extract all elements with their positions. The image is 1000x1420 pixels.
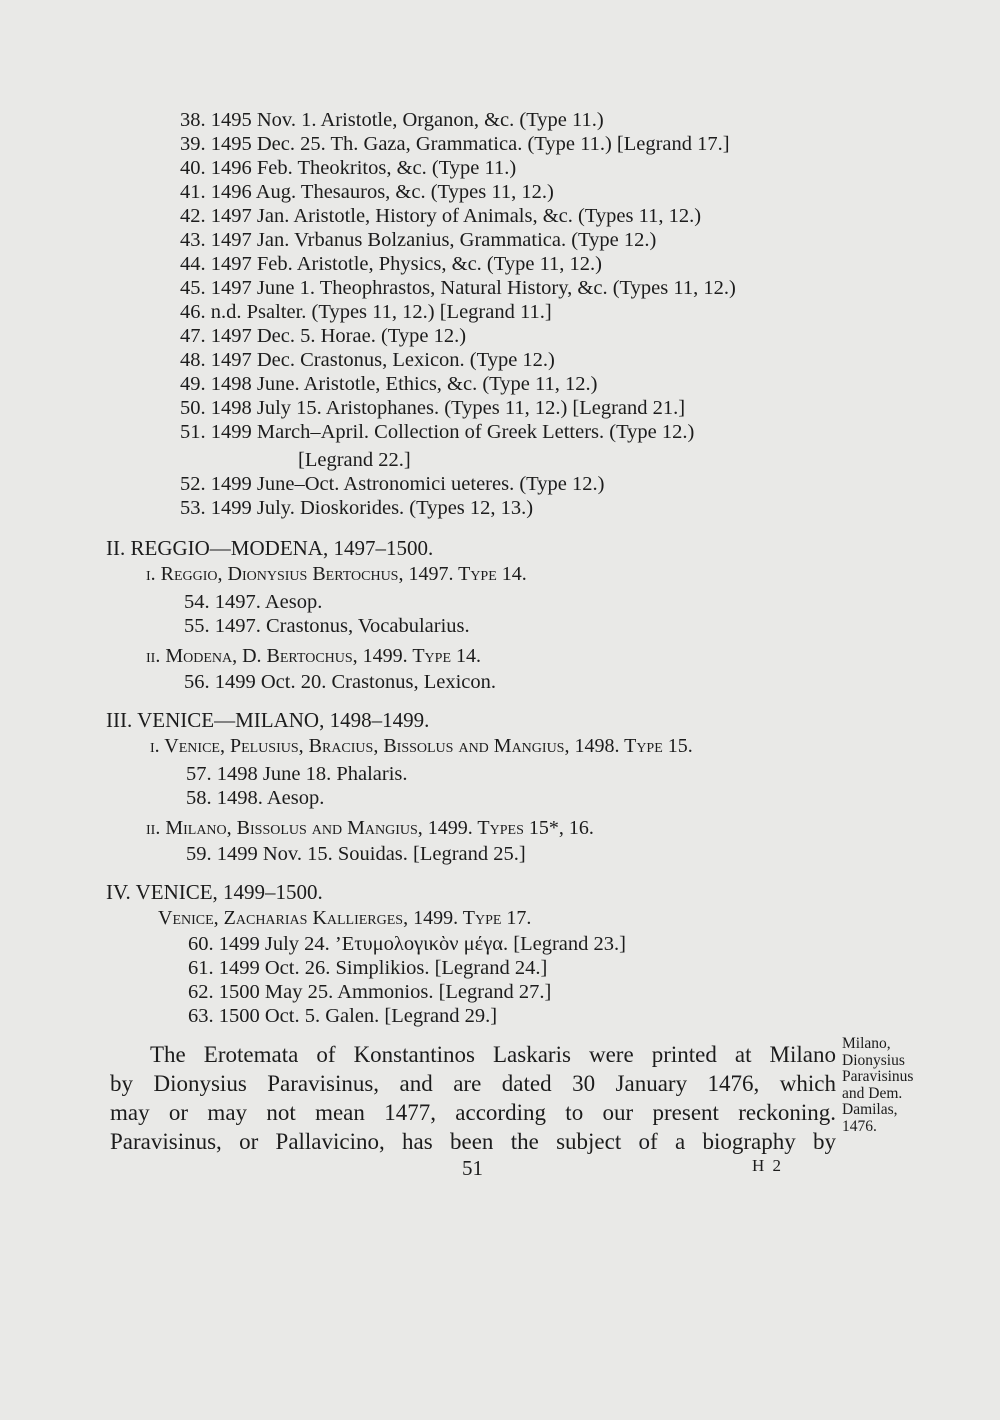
list-item: 40. 1496 Feb. Theokritos, &c. (Type 11.) xyxy=(180,157,517,179)
paragraph-line: The Erotemata of Konstantinos Laskaris were printed at Milano xyxy=(150,1042,836,1067)
section-heading-iv: IV. VENICE, 1499–1500. xyxy=(106,880,323,904)
list-item: 46. n.d. Psalter. (Types 11, 12.) [Legrand 11.] xyxy=(180,301,552,323)
list-item: 52. 1499 June–Oct. Astronomici ueteres. (Type 12.) xyxy=(180,473,605,495)
subsection-heading: i. Venice, Pelusius, Bracius, Bissolus and Mangius, 1498. Type 15. xyxy=(150,735,693,757)
list-item: 56. 1499 Oct. 20. Crastonus, Lexicon. xyxy=(184,671,497,693)
list-item: 44. 1497 Feb. Aristotle, Physics, &c. (Type 11, 12.) xyxy=(180,253,603,275)
list-item: 60. 1499 July 24. ’Ετυμολογικὸν μέγα. [Legrand 23.] xyxy=(188,933,626,955)
signature-mark: H 2 xyxy=(752,1156,784,1175)
list-item: 62. 1500 May 25. Ammonios. [Legrand 27.] xyxy=(188,981,552,1003)
list-item-continuation: [Legrand 22.] xyxy=(298,449,411,471)
margin-note: Milano, Dionysius Paravisinus and Dem. Damilas, 1476. xyxy=(842,1035,914,1135)
paragraph-line: by Dionysius Paravisinus, and are dated 30 January 1476, which xyxy=(110,1071,836,1096)
list-item: 39. 1495 Dec. 25. Th. Gaza, Grammatica. (Type 11.) [Legrand 17.] xyxy=(180,133,730,155)
list-item: 49. 1498 June. Aristotle, Ethics, &c. (Type 11, 12.) xyxy=(180,373,598,395)
section-heading-iii: III. VENICE—MILANO, 1498–1499. xyxy=(106,708,430,732)
list-item: 58. 1498. Aesop. xyxy=(186,787,325,809)
list-item: 42. 1497 Jan. Aristotle, History of Animals, &c. (Types 11, 12.) xyxy=(180,205,702,227)
section-heading-ii: II. REGGIO—MODENA, 1497–1500. xyxy=(106,536,434,560)
list-item: 47. 1497 Dec. 5. Horae. (Type 12.) xyxy=(180,325,467,347)
page-number: 51 xyxy=(462,1156,483,1180)
list-item: 55. 1497. Crastonus, Vocabularius. xyxy=(184,615,470,637)
subsection-heading: i. Reggio, Dionysius Bertochus, 1497. Type 14. xyxy=(146,563,527,585)
body-paragraph xyxy=(110,1040,836,1156)
list-item: 61. 1499 Oct. 26. Simplikios. [Legrand 24.] xyxy=(188,957,548,979)
list-item: 50. 1498 July 15. Aristophanes. (Types 11, 12.) [Legrand 21.] xyxy=(180,397,686,419)
list-item: 51. 1499 March–April. Collection of Greek Letters. (Type 12.) xyxy=(180,421,695,443)
list-item: 48. 1497 Dec. Crastonus, Lexicon. (Type 12.) xyxy=(180,349,555,371)
list-item: 59. 1499 Nov. 15. Souidas. [Legrand 25.] xyxy=(186,843,526,865)
list-item: 54. 1497. Aesop. xyxy=(184,591,323,613)
paragraph-line: may or may not mean 1477, according to our present reckoning. xyxy=(110,1100,836,1125)
list-item: 57. 1498 June 18. Phalaris. xyxy=(186,763,408,785)
subsection-heading: Venice, Zacharias Kallierges, 1499. Type 17. xyxy=(158,907,532,929)
list-item: 45. 1497 June 1. Theophrastos, Natural History, &c. (Types 11, 12.) xyxy=(180,277,736,299)
list-item: 53. 1499 July. Dioskorides. (Types 12, 13.) xyxy=(180,497,534,519)
paragraph-line: Paravisinus, or Pallavicino, has been the subject of a biography by xyxy=(110,1129,836,1154)
list-item: 43. 1497 Jan. Vrbanus Bolzanius, Grammatica. (Type 12.) xyxy=(180,229,657,251)
subsection-heading: ii. Modena, D. Bertochus, 1499. Type 14. xyxy=(146,645,481,667)
list-item: 63. 1500 Oct. 5. Galen. [Legrand 29.] xyxy=(188,1005,498,1027)
list-item: 41. 1496 Aug. Thesauros, &c. (Types 11, 12.) xyxy=(180,181,554,203)
subsection-heading: ii. Milano, Bissolus and Mangius, 1499. Types 15*, 16. xyxy=(146,817,594,839)
list-item: 38. 1495 Nov. 1. Aristotle, Organon, &c. (Type 11.) xyxy=(180,109,604,131)
